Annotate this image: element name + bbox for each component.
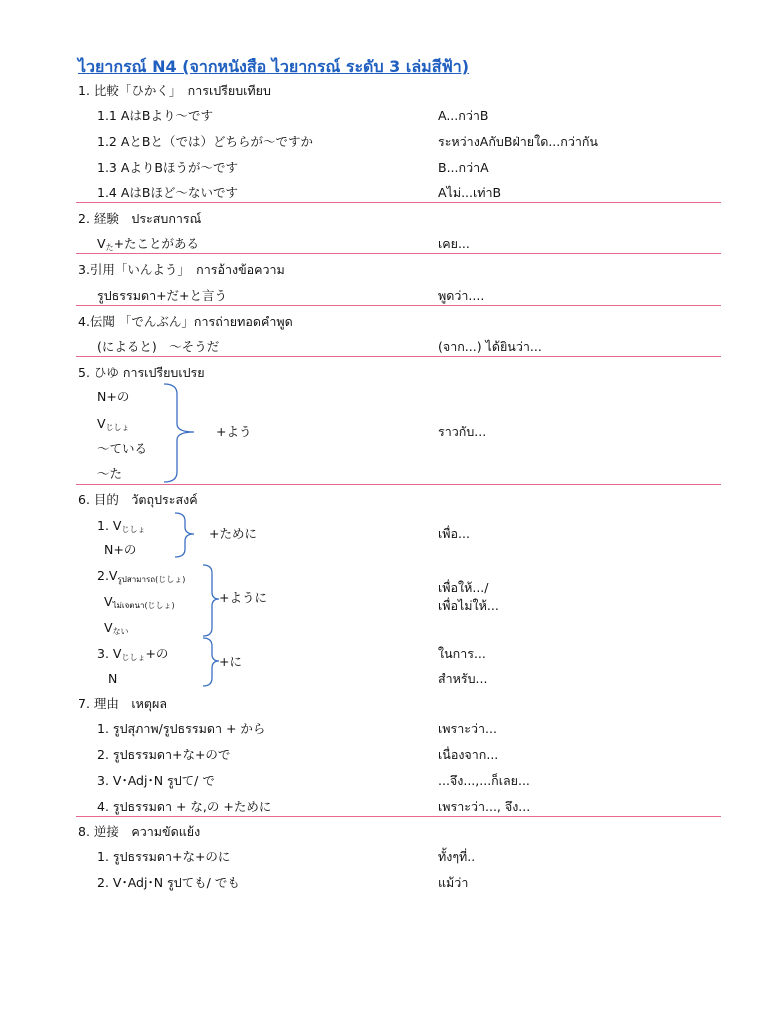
s5-item-1: N+の (97, 389, 130, 404)
s7-row-4-meaning: เพราะว่า..., จึง... (438, 799, 531, 814)
s6-g1-suffix: +ために (209, 526, 257, 541)
s6-g3-line1: 3. $V_{じしょ}+$の (97, 646, 169, 662)
s1-row-1-meaning: A...กว่าB (438, 108, 489, 123)
s3-meaning: พูดว่า.... (438, 288, 485, 303)
s1-row-4-pattern: 1.4 AはBほど～ないです (97, 185, 238, 200)
s1-row-1-pattern: 1.1 AはBより～です (97, 108, 213, 123)
s6-g3-bracket (203, 638, 219, 686)
s5-item-3: ～ている (97, 441, 148, 456)
s7-row-1-pattern: 1. รูปสุภาพ/รูปธรรมดา + から (97, 721, 266, 736)
page-title: ไวยากรณ์ N4 (จากหนังสือ ไวยากรณ์ ระดับ 3 เล่มสีฟ้า) (78, 57, 470, 76)
s6-g1-line2: N+の (104, 542, 137, 557)
section-2-heading: 2. 経験 ประสบการณ์ (78, 211, 202, 226)
s1-row-2-pattern: 1.2 AとBと（では）どちらが～ですか (97, 134, 313, 149)
s6-g2-meaning-2: เพื่อไม่ให้... (438, 598, 499, 613)
s7-row-2-meaning: เนื่องจาก... (438, 747, 499, 762)
s1-row-4-meaning: Aไม่...เท่าB (438, 185, 502, 200)
section-5-heading: 5. ひゆ การเปรียบเปรย (78, 365, 205, 380)
section-8-heading: 8. 逆接 ความขัดแย้ง (78, 824, 201, 839)
s7-row-3-pattern: 3. V･Adj･N รูปて/ で (97, 773, 215, 788)
s4-pattern: (によると) ～そうだ (97, 339, 220, 354)
s1-row-2-meaning: ระหว่างAกับBฝ่ายใด...กว่ากัน (438, 134, 598, 149)
s6-g2-suffix: +ように (219, 590, 267, 605)
s7-row-4-pattern: 4. รูปธรรมดา + な,の +ために (97, 799, 272, 814)
s3-pattern: รูปธรรมดา+だ+と言う (97, 288, 228, 303)
s5-bracket (164, 384, 194, 482)
s7-row-3-meaning: ...จึง...,...ก็เลย... (438, 773, 530, 788)
s6-g3-meaning-1: ในการ... (438, 646, 486, 661)
s6-g3-suffix: +に (219, 654, 242, 669)
s6-g1-meaning: เพื่อ... (438, 526, 470, 541)
section-6-heading: 6. 目的 วัตถุประสงค์ (78, 492, 198, 507)
s1-row-3-pattern: 1.3 AよりBほうが～です (97, 160, 238, 175)
section-4-heading: 4.伝聞 「でんぶん」การถ่ายทอดคำพูด (78, 314, 293, 329)
section-7-heading: 7. 理由 เหตุผล (78, 696, 168, 711)
s6-g2-line2: $V_{ไม่เจตนา(じしょ)}$ (104, 594, 175, 610)
s1-row-3-meaning: B...กว่าA (438, 160, 489, 175)
s6-g2-line1: $2.V_{รูปสามารถ(じしょ)}$ (97, 568, 186, 584)
s2-pattern: $V_た+$たことがある (97, 236, 200, 252)
s8-row-1-meaning: ทั้งๆที่.. (438, 849, 476, 864)
s2-meaning: เคย... (438, 236, 470, 251)
s5-meaning: ราวกับ... (438, 424, 487, 439)
section-3-heading: 3.引用「いんよう」 การอ้างข้อความ (78, 262, 285, 277)
s5-item-4: ～た (97, 466, 123, 481)
s4-meaning: (จาก...) ได้ยินว่า... (438, 339, 542, 354)
s8-row-2-meaning: แม้ว่า (438, 875, 469, 890)
s6-g3-meaning-2: สำหรับ... (438, 671, 488, 686)
section-1-heading: 1. 比較「ひかく」 การเปรียบเทียบ (78, 83, 271, 98)
s6-g1-line1: 1. $V_{じしょ}$ (97, 518, 146, 534)
s6-g2-line3: $V_{ない}$ (104, 620, 129, 636)
s6-g3-line2: N (108, 671, 118, 686)
s6-g1-bracket (175, 513, 194, 557)
s8-row-2-pattern: 2. V･Adj･N รูปても/ でも (97, 875, 240, 890)
s6-g2-bracket (203, 565, 219, 636)
s5-suffix: +よう (216, 424, 252, 439)
s8-row-1-pattern: 1. รูปธรรมดา+な+のに (97, 849, 231, 864)
s6-g2-meaning-1: เพื่อให้.../ (438, 580, 489, 595)
s5-item-2: $V_{じしょ}$ (97, 416, 130, 432)
s7-row-1-meaning: เพราะว่า... (438, 721, 497, 736)
s7-row-2-pattern: 2. รูปธรรมดา+な+ので (97, 747, 231, 762)
